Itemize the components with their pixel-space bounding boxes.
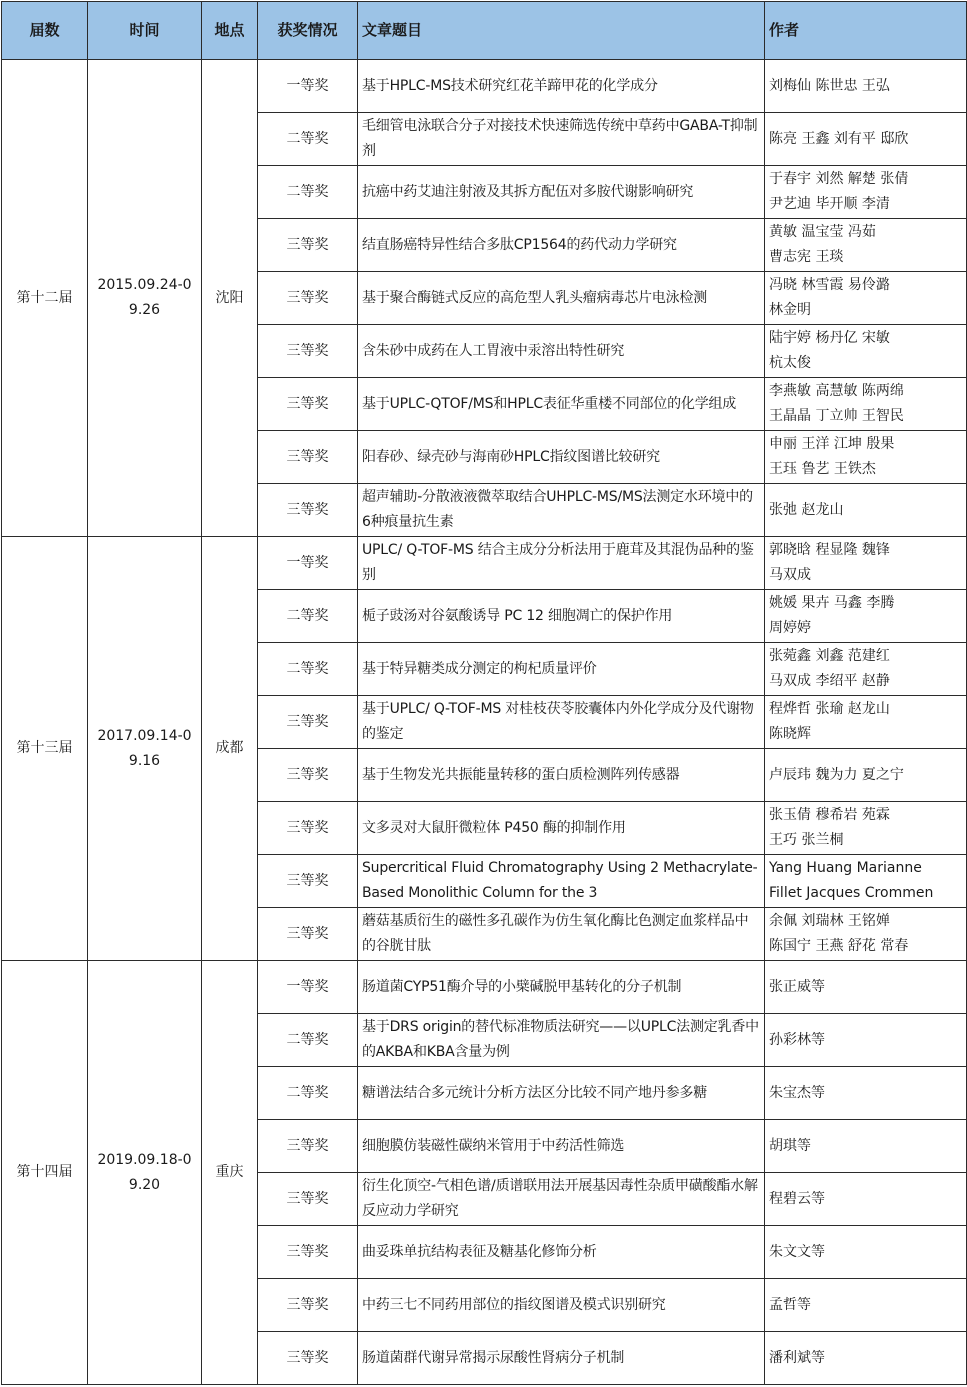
award-cell: 三等奖 <box>258 802 358 855</box>
table-row <box>2 537 967 590</box>
place-cell: 重庆 <box>202 961 258 1385</box>
authors-cell: 胡琪等 <box>765 1120 967 1173</box>
article-title-cell: 栀子豉汤对谷氨酸诱导 PC 12 细胞凋亡的保护作用 <box>358 590 765 643</box>
award-cell: 一等奖 <box>258 60 358 113</box>
article-title-cell: 毛细管电泳联合分子对接技术快速筛选传统中草药中GABA-T抑制剂 <box>358 113 765 166</box>
authors-cell: 郭晓晗 程显隆 魏锋 马双成 <box>765 537 967 590</box>
article-title-cell: 衍生化顶空-气相色谱/质谱联用法开展基因毒性杂质甲磺酸酯水解反应动力学研究 <box>358 1173 765 1226</box>
article-title-cell: Supercritical Fluid Chromatography Using 2 Methacrylate-Based Monolithic Column for the 3 <box>358 855 765 908</box>
authors-cell: 姚媛 果卉 马鑫 李腾 周婷婷 <box>765 590 967 643</box>
award-cell: 三等奖 <box>258 1173 358 1226</box>
authors-cell: 程碧云等 <box>765 1173 967 1226</box>
table-header-row <box>2 2 967 60</box>
article-title-cell: 肠道菌CYP51酶介导的小檗碱脱甲基转化的分子机制 <box>358 961 765 1014</box>
award-cell: 二等奖 <box>258 113 358 166</box>
time-cell: 2015.09.24-09.26 <box>88 60 202 537</box>
award-cell: 三等奖 <box>258 219 358 272</box>
article-title-cell: 基于HPLC-MS技术研究红花羊蹄甲花的化学成分 <box>358 60 765 113</box>
award-cell: 二等奖 <box>258 590 358 643</box>
award-cell: 三等奖 <box>258 325 358 378</box>
authors-cell: 余佩 刘瑞林 王铭婵 陈国宁 王燕 舒花 常春 <box>765 908 967 961</box>
award-cell: 二等奖 <box>258 1067 358 1120</box>
article-title-cell: 基于聚合酶链式反应的高危型人乳头瘤病毒芯片电泳检测 <box>358 272 765 325</box>
header-session: 届数 <box>2 2 88 60</box>
awards-table <box>1 1 967 1385</box>
article-title-cell: 基于UPLC-QTOF/MS和HPLC表征华重楼不同部位的化学组成 <box>358 378 765 431</box>
header-time: 时间 <box>88 2 202 60</box>
header-award: 获奖情况 <box>258 2 358 60</box>
time-cell: 2019.09.18-09.20 <box>88 961 202 1385</box>
authors-cell: 黄敏 温宝莹 冯茹 曹志宪 王琰 <box>765 219 967 272</box>
time-cell: 2017.09.14-09.16 <box>88 537 202 961</box>
article-title-cell: 中药三七不同药用部位的指纹图谱及模式识别研究 <box>358 1279 765 1332</box>
header-place: 地点 <box>202 2 258 60</box>
award-cell: 三等奖 <box>258 272 358 325</box>
article-title-cell: 曲妥珠单抗结构表征及糖基化修饰分析 <box>358 1226 765 1279</box>
award-cell: 三等奖 <box>258 378 358 431</box>
authors-cell: 朱宝杰等 <box>765 1067 967 1120</box>
authors-cell: 刘梅仙 陈世忠 王弘 <box>765 60 967 113</box>
authors-cell: 陆宇婷 杨丹亿 宋敏 杭太俊 <box>765 325 967 378</box>
place-cell: 成都 <box>202 537 258 961</box>
table-body <box>2 60 967 1385</box>
authors-cell: 张弛 赵龙山 <box>765 484 967 537</box>
place-cell: 沈阳 <box>202 60 258 537</box>
article-title-cell: 结直肠癌特异性结合多肽CP1564的药代动力学研究 <box>358 219 765 272</box>
award-cell: 二等奖 <box>258 1014 358 1067</box>
award-cell: 三等奖 <box>258 696 358 749</box>
authors-cell: Yang Huang Marianne Fillet Jacques Crommen <box>765 855 967 908</box>
award-cell: 三等奖 <box>258 1226 358 1279</box>
authors-cell: 李燕敏 高慧敏 陈两绵 王晶晶 丁立帅 王智民 <box>765 378 967 431</box>
award-cell: 三等奖 <box>258 855 358 908</box>
authors-cell: 申丽 王洋 江坤 殷果 王珏 鲁艺 王铁杰 <box>765 431 967 484</box>
article-title-cell: 基于特异糖类成分测定的枸杞质量评价 <box>358 643 765 696</box>
article-title-cell: 抗癌中药艾迪注射液及其拆方配伍对多胺代谢影响研究 <box>358 166 765 219</box>
article-title-cell: 基于生物发光共振能量转移的蛋白质检测阵列传感器 <box>358 749 765 802</box>
session-cell: 第十四届 <box>2 961 88 1385</box>
article-title-cell: UPLC/ Q-TOF-MS 结合主成分分析法用于鹿茸及其混伪品种的鉴别 <box>358 537 765 590</box>
award-cell: 三等奖 <box>258 1279 358 1332</box>
authors-cell: 孙彩林等 <box>765 1014 967 1067</box>
award-cell: 三等奖 <box>258 431 358 484</box>
authors-cell: 陈亮 王鑫 刘有平 邸欣 <box>765 113 967 166</box>
article-title-cell: 阳春砂、绿壳砂与海南砂HPLC指纹图谱比较研究 <box>358 431 765 484</box>
article-title-cell: 文多灵对大鼠肝微粒体 P450 酶的抑制作用 <box>358 802 765 855</box>
authors-cell: 张玉倩 穆希岩 苑霖 王巧 张兰桐 <box>765 802 967 855</box>
award-cell: 三等奖 <box>258 484 358 537</box>
authors-cell: 卢辰玮 魏为力 夏之宁 <box>765 749 967 802</box>
article-title-cell: 超声辅助-分散液液微萃取结合UHPLC-MS/MS法测定水环境中的6种痕量抗生素 <box>358 484 765 537</box>
authors-cell: 冯晓 林雪霞 易伶潞 林金明 <box>765 272 967 325</box>
authors-cell: 张菀鑫 刘鑫 范建红 马双成 李绍平 赵静 <box>765 643 967 696</box>
table-row <box>2 60 967 113</box>
award-cell: 三等奖 <box>258 1120 358 1173</box>
authors-cell: 孟哲等 <box>765 1279 967 1332</box>
article-title-cell: 基于DRS origin的替代标准物质法研究——以UPLC法测定乳香中的AKBA和KBA含量为例 <box>358 1014 765 1067</box>
authors-cell: 朱文文等 <box>765 1226 967 1279</box>
award-cell: 三等奖 <box>258 1332 358 1385</box>
award-cell: 三等奖 <box>258 908 358 961</box>
header-title: 文章题目 <box>358 2 765 60</box>
authors-cell: 程烨哲 张瑜 赵龙山 陈晓辉 <box>765 696 967 749</box>
header-author: 作者 <box>765 2 967 60</box>
award-cell: 二等奖 <box>258 166 358 219</box>
award-cell: 二等奖 <box>258 643 358 696</box>
award-cell: 一等奖 <box>258 537 358 590</box>
article-title-cell: 含朱砂中成药在人工胃液中汞溶出特性研究 <box>358 325 765 378</box>
authors-cell: 潘利斌等 <box>765 1332 967 1385</box>
session-cell: 第十二届 <box>2 60 88 537</box>
article-title-cell: 肠道菌群代谢异常揭示尿酸性肾病分子机制 <box>358 1332 765 1385</box>
article-title-cell: 细胞膜仿装磁性碳纳米管用于中药活性筛选 <box>358 1120 765 1173</box>
award-cell: 三等奖 <box>258 749 358 802</box>
article-title-cell: 蘑菇基质衍生的磁性多孔碳作为仿生氧化酶比色测定血浆样品中的谷胱甘肽 <box>358 908 765 961</box>
article-title-cell: 基于UPLC/ Q-TOF-MS 对桂枝茯苓胶囊体内外化学成分及代谢物的鉴定 <box>358 696 765 749</box>
authors-cell: 张正威等 <box>765 961 967 1014</box>
table-row <box>2 961 967 1014</box>
session-cell: 第十三届 <box>2 537 88 961</box>
authors-cell: 于春宇 刘然 解楚 张倩 尹艺迪 毕开顺 李清 <box>765 166 967 219</box>
article-title-cell: 糖谱法结合多元统计分析方法区分比较不同产地丹参多糖 <box>358 1067 765 1120</box>
award-cell: 一等奖 <box>258 961 358 1014</box>
